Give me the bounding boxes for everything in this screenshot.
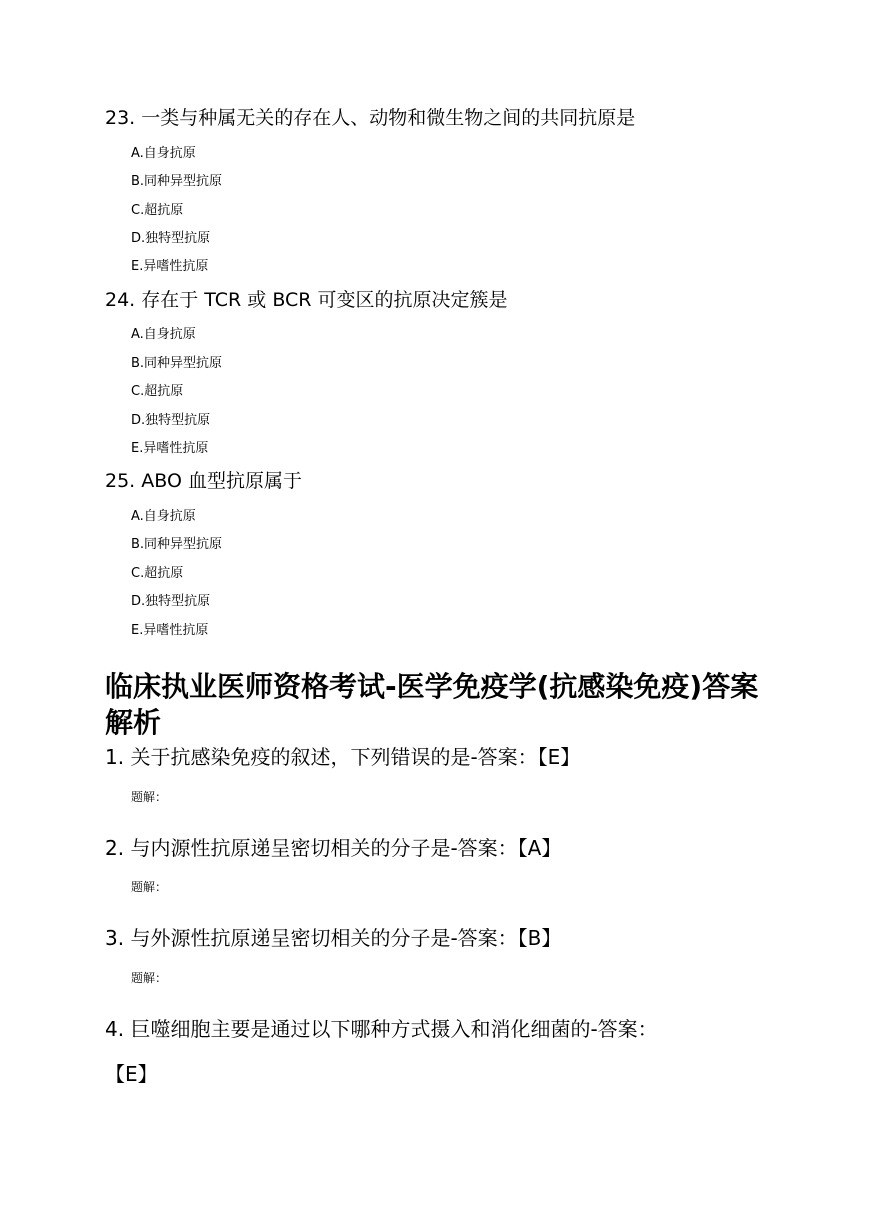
question-25-option-b: B.同种异型抗原 <box>131 537 223 552</box>
question-23-option-e: E.异嗜性抗原 <box>131 259 209 274</box>
answer-4-continuation: 【E】 <box>105 1062 158 1086</box>
question-24-option-a: A.自身抗原 <box>131 327 196 342</box>
question-23-option-b: B.同种异型抗原 <box>131 174 223 189</box>
answer-3-explanation: 题解： <box>131 971 168 985</box>
question-23-option-a: A.自身抗原 <box>131 146 196 161</box>
answer-2: 2. 与内源性抗原递呈密切相关的分子是-答案：【A】 <box>105 836 562 860</box>
question-24-option-e: E.异嗜性抗原 <box>131 441 209 456</box>
question-24-option-c: C.超抗原 <box>131 384 184 399</box>
question-24-option-d: D.独特型抗原 <box>131 413 211 428</box>
answer-section-title: 临床执业医师资格考试-医学免疫学(抗感染免疫)答案解析 <box>105 670 759 739</box>
question-25-option-e: E.异嗜性抗原 <box>131 623 209 638</box>
question-23-title: 23. 一类与种属无关的存在人、动物和微生物之间的共同抗原是 <box>105 107 636 129</box>
question-25-title: 25. ABO 血型抗原属于 <box>105 470 302 492</box>
answer-1-explanation: 题解： <box>131 790 168 804</box>
question-25-option-a: A.自身抗原 <box>131 509 196 524</box>
answer-2-explanation: 题解： <box>131 880 168 894</box>
question-23-option-d: D.独特型抗原 <box>131 231 211 246</box>
question-24-title: 24. 存在于 TCR 或 BCR 可变区的抗原决定簇是 <box>105 289 508 311</box>
question-23-option-c: C.超抗原 <box>131 203 184 218</box>
answer-1: 1. 关于抗感染免疫的叙述，下列错误的是-答案：【E】 <box>105 745 581 769</box>
answer-3: 3. 与外源性抗原递呈密切相关的分子是-答案：【B】 <box>105 926 562 950</box>
question-25-option-c: C.超抗原 <box>131 566 184 581</box>
answer-4: 4. 巨噬细胞主要是通过以下哪种方式摄入和消化细菌的-答案： <box>105 1017 658 1041</box>
question-25-option-d: D.独特型抗原 <box>131 594 211 609</box>
question-24-option-b: B.同种异型抗原 <box>131 356 223 371</box>
